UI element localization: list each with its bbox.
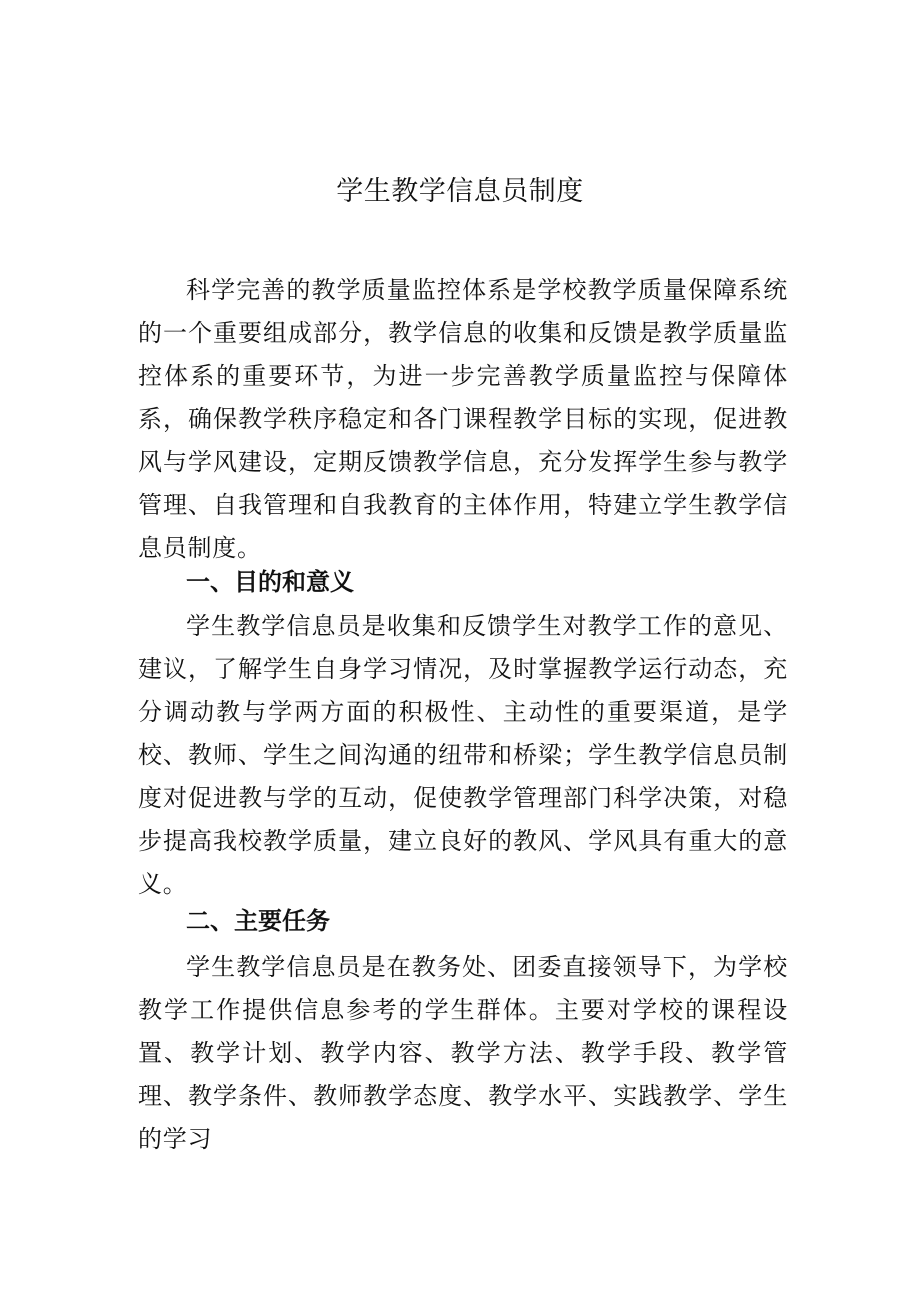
section-paragraph-purpose: 学生教学信息员是收集和反馈学生对教学工作的意见、建议，了解学生自身学习情况，及时掌握教学运行动态，充分调动教与学两方面的积极性、主动性的重要渠道，是学校、教师、学生之间沟通的纽带和桥梁；学生教学信息员制度对促进教与学的互动，促使教学管理部门科学决策，对稳步提高我校教学质量，建立良好的教风、学风具有重大的意义。 (138, 612, 788, 898)
section-heading-tasks: 二、主要任务 (186, 907, 330, 935)
intro-paragraph: 科学完善的教学质量监控体系是学校教学质量保障系统的一个重要组成部分，教学信息的收集和反馈是教学质量监控体系的重要环节，为进一步完善教学质量监控与保障体系，确保教学秩序稳定和各门课程教学目标的实现，促进教风与学风建设，定期反馈教学信息，充分发挥学生参与教学管理、自我管理和自我教育的主体作用，特建立学生教学信息员制度。 (138, 276, 788, 562)
section-heading-purpose: 一、目的和意义 (186, 568, 354, 596)
section-paragraph-tasks: 学生教学信息员是在教务处、团委直接领导下，为学校教学工作提供信息参考的学生群体。主要对学校的课程设置、教学计划、教学内容、教学方法、教学手段、教学管理、教学条件、教师教学态度、教学水平、实践教学、学生的学习 (138, 953, 788, 1153)
document-title: 学生教学信息员制度 (336, 176, 584, 207)
